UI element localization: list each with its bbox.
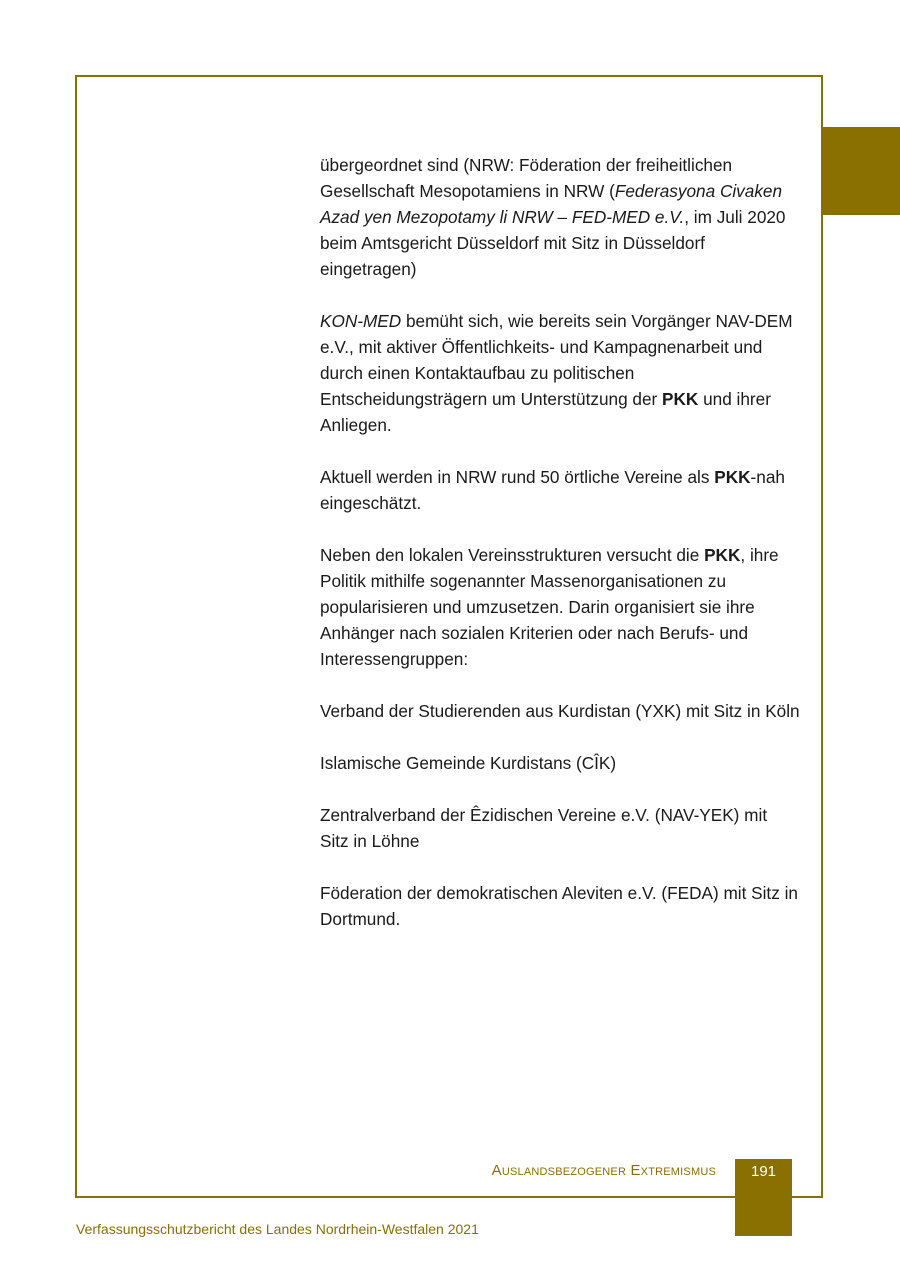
bold-term: PKK [662, 389, 699, 409]
paragraph [320, 308, 800, 438]
paragraph [320, 880, 800, 932]
text-run: , ihre Politik mithilfe sogenannter Massenorganisationen zu popularisieren und umzusetzen. Darin organisiert sie ihre Anhänger nach sozialen Kriterien oder nach Berufs- und Interessengruppen: [320, 545, 779, 669]
paragraph [320, 542, 800, 672]
text-run: Aktuell werden in NRW rund 50 örtliche Vereine als [320, 467, 715, 487]
body-text [320, 152, 800, 958]
footer-publication-title: Verfassungsschutzbericht des Landes Nordrhein-Westfalen 2021 [76, 1221, 479, 1237]
text-run: , im Juli 2020 beim Amtsgericht Düsseldorf mit Sitz in Düsseldorf eingetragen) [320, 207, 786, 279]
paragraph [320, 464, 800, 516]
text-run: Neben den lokalen Vereinsstrukturen versucht die [320, 545, 705, 565]
bold-term: PKK [704, 545, 741, 565]
text-run: Zentralverband der Êzidischen Vereine e.V. (NAV-YEK) mit Sitz in Löhne [320, 805, 768, 851]
paragraph [320, 750, 800, 776]
paragraph [320, 698, 800, 724]
chapter-tab-marker [823, 127, 900, 215]
text-run: übergeordnet sind (NRW: Föderation der freiheitlichen Gesellschaft Mesopotamiens in NRW ( [320, 155, 733, 201]
text-run: Verband der Studierenden aus Kurdistan (YXK) mit Sitz in Köln [320, 701, 800, 721]
running-header-section-title: Auslandsbezogener Extremismus [491, 1162, 716, 1179]
text-run: bemüht sich, wie bereits sein Vorgänger NAV-DEM e.V., mit aktiver Öffentlichkeits- und Kampagnenarbeit und durch einen Kontaktaufbau zu politischen Entscheidungsträgern um Unterstützung der [320, 311, 793, 409]
text-run: und ihrer Anliegen. [320, 389, 771, 435]
text-run: Islamische Gemeinde Kurdistans (CÎK) [320, 753, 617, 773]
italic-term: KON-MED [320, 311, 402, 331]
page-number: 191 [750, 1163, 777, 1180]
bold-term: PKK [714, 467, 751, 487]
text-run: -nah eingeschätzt. [320, 467, 785, 513]
text-run: Föderation der demokratischen Aleviten e.V. (FEDA) mit Sitz in Dortmund. [320, 883, 798, 929]
paragraph [320, 152, 800, 282]
italic-term: Federasyona Civaken Azad yen Mezopotamy li NRW – FED-MED e.V. [320, 181, 783, 227]
paragraph [320, 802, 800, 854]
